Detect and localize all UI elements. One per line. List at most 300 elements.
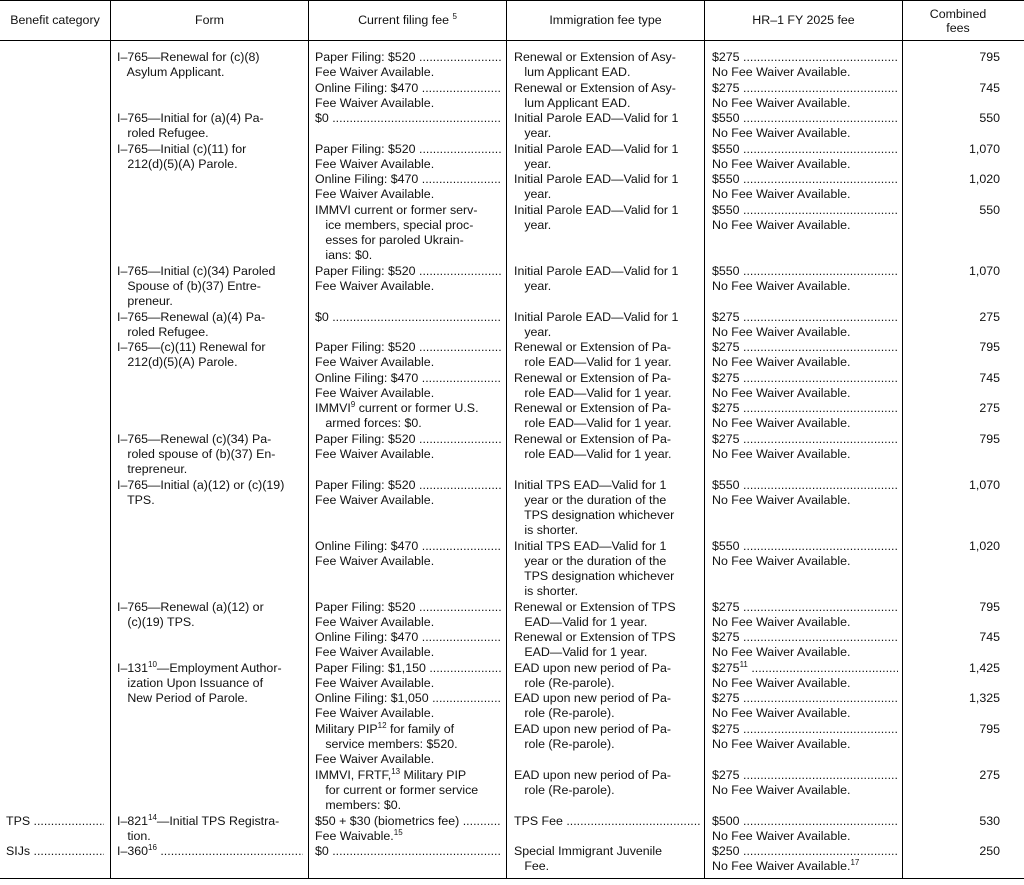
hr1-line: [712, 279, 898, 294]
current-fee-cell: [315, 478, 501, 509]
fee-line: [315, 111, 501, 126]
combined-value: 1,070: [968, 477, 1000, 492]
benefit-category-label: SIJs .....: [6, 844, 104, 859]
combined-value: 795: [979, 50, 1000, 64]
hr1-text: No Fee Waiver Available.: [712, 492, 851, 507]
current-fee-cell: [315, 432, 501, 463]
combined-fee-cell: [908, 661, 1000, 676]
type-line: [514, 508, 700, 523]
form-line: [117, 279, 303, 294]
fee-text: Paper Filing: $520: [315, 340, 416, 354]
fee-text: Online Filing: $470: [315, 172, 419, 186]
fee-text: ians: $0.: [315, 248, 373, 263]
fee-text: Online Filing: $470: [315, 370, 419, 385]
combined-value: 1,325: [968, 691, 1000, 705]
form-line: [117, 691, 303, 706]
hr1-line: [712, 859, 898, 874]
form-line: [117, 126, 303, 141]
form-cell: [117, 661, 303, 707]
type-text: Renewal or Extension of TPS: [514, 630, 676, 644]
hr1-fee-cell: [712, 340, 898, 371]
fee-line: [315, 447, 501, 462]
immigration-fee-type-cell: [514, 142, 700, 173]
hr1-line: [712, 706, 898, 721]
fee-line: [315, 203, 501, 218]
fee-text: Fee Waiver Available.: [315, 492, 435, 507]
hr1-line: [712, 645, 898, 660]
header-current-fee: [309, 13, 506, 27]
type-line: [514, 691, 700, 706]
hr1-text: $550: [712, 111, 740, 125]
type-text: TPS designation whichever: [514, 569, 675, 584]
immigration-fee-type-cell: [514, 371, 700, 402]
hr1-text: No Fee Waiver Available.: [712, 828, 851, 843]
hr1-fee-cell: [712, 814, 898, 845]
current-fee-cell: [315, 691, 501, 722]
hr1-line: [712, 554, 898, 569]
hr1-line: [712, 187, 898, 202]
hr1-line: [712, 539, 898, 554]
hr1-fee-cell: [712, 722, 898, 753]
hr1-fee-cell: [712, 478, 898, 509]
hr1-line: [712, 737, 898, 752]
combined-value: 1,020: [968, 538, 1000, 553]
fee-text: $0: [315, 111, 329, 125]
current-fee-cell: [315, 264, 501, 295]
fee-line: [315, 630, 501, 645]
hr1-text: $550: [712, 538, 740, 553]
immigration-fee-type-cell: [514, 111, 700, 142]
column-divider: [110, 0, 111, 878]
fee-line: [315, 233, 501, 248]
hr1-text: $275: [712, 691, 740, 705]
combined-value: 275: [979, 309, 1000, 324]
combined-fee-cell: [908, 111, 1000, 126]
hr1-fee-cell: [712, 630, 898, 661]
hr1-line: [712, 264, 898, 279]
fee-footnote: 13: [391, 766, 401, 776]
hr1-text: $275: [712, 660, 740, 675]
hr1-line: [712, 478, 898, 493]
hr1-fee-cell: [712, 768, 898, 799]
form-text: Asylum Applicant.: [117, 65, 225, 80]
type-line: [514, 706, 700, 721]
type-text: TPS Fee: [514, 813, 563, 828]
form-line: [117, 294, 303, 309]
fee-line: [315, 554, 501, 569]
fee-text: Fee Waiver Available.: [315, 355, 435, 370]
fee-line: [315, 401, 501, 416]
fee-line: [315, 310, 501, 325]
form-text: I–765—Renewal for (c)(8): [117, 50, 260, 64]
type-text: role (Re-parole).: [514, 675, 615, 690]
fee-text: Fee Waiver Available.: [315, 553, 435, 568]
immigration-fee-type-cell: [514, 691, 700, 722]
hr1-line: [712, 203, 898, 218]
form-text: preneur.: [117, 294, 173, 309]
form-text: I–131: [117, 660, 149, 675]
current-fee-cell: [315, 401, 501, 432]
form-text: roled spouse of (b)(37) En-: [117, 446, 276, 461]
hr1-line: [712, 600, 898, 615]
hr1-fee-cell: [712, 661, 898, 692]
hr1-fee-cell: [712, 844, 898, 875]
combined-value: 550: [979, 111, 1000, 125]
current-fee-cell: [315, 600, 501, 631]
fee-text: current or former U.S.: [358, 401, 479, 415]
fee-line: [315, 432, 501, 447]
form-line: [117, 447, 303, 462]
table-bottom-rule: [0, 878, 1024, 879]
form-text: Spouse of (b)(37) Entre-: [117, 278, 261, 293]
type-text: EAD upon new period of Pa-: [514, 691, 672, 705]
table-top-rule: [0, 0, 1024, 1]
combined-value: 795: [979, 599, 1000, 614]
current-fee-cell: [315, 81, 501, 112]
form-line: [117, 264, 303, 279]
fee-text: Fee Waiver Available.: [315, 752, 435, 767]
type-line: [514, 218, 700, 233]
hr1-text: No Fee Waiver Available.: [712, 645, 851, 660]
hr1-line: [712, 172, 898, 187]
hr1-line: [712, 447, 898, 462]
fee-line: [315, 752, 501, 767]
current-fee-cell: [315, 111, 501, 126]
form-cell: [117, 142, 303, 173]
form-text: I–821: [117, 813, 149, 828]
form-cell: [117, 340, 303, 371]
type-text: Special Immigrant Juvenile: [514, 844, 663, 858]
form-cell: [117, 478, 303, 509]
type-text: role EAD—Valid for 1 year.: [514, 446, 672, 461]
hr1-fee-cell: [712, 142, 898, 173]
type-text: role EAD—Valid for 1 year.: [514, 416, 672, 431]
current-fee-cell: [315, 814, 501, 845]
type-line: [514, 65, 700, 80]
immigration-fee-type-cell: [514, 264, 700, 295]
current-fee-cell: [315, 661, 501, 692]
fee-line: [315, 493, 501, 508]
combined-value: 250: [979, 844, 1000, 858]
type-line: [514, 600, 700, 615]
fee-text: for current or former service: [315, 782, 479, 797]
fee-line: [315, 706, 501, 721]
combined-value: 1,070: [968, 263, 1000, 278]
hr1-fee-cell: [712, 432, 898, 463]
fee-line: [315, 416, 501, 431]
hr1-fee-cell: [712, 539, 898, 570]
hr1-text: No Fee Waiver Available.: [712, 355, 851, 370]
type-line: [514, 523, 700, 538]
type-line: [514, 493, 700, 508]
current-fee-cell: [315, 142, 501, 173]
column-divider: [704, 0, 705, 878]
type-text: role EAD—Valid for 1 year.: [514, 385, 672, 400]
hr1-text: No Fee Waiver Available.: [712, 187, 851, 202]
fee-line: [315, 814, 501, 829]
type-line: [514, 96, 700, 111]
fee-text: $0: [315, 844, 329, 858]
column-divider: [902, 0, 903, 878]
form-text: ization Upon Issuance of: [117, 675, 264, 690]
benefit-category-label: TPS .....: [6, 814, 104, 829]
fee-text: Fee Waiver Available.: [315, 385, 435, 400]
combined-fee-cell: [908, 401, 1000, 416]
fee-text: Fee Waiver Available.: [315, 446, 435, 461]
hr1-line: [712, 142, 898, 157]
type-line: [514, 142, 700, 157]
type-line: [514, 126, 700, 141]
hr1-line: [712, 615, 898, 630]
benefit-category: [6, 814, 104, 829]
type-line: [514, 340, 700, 355]
fee-line: [315, 371, 501, 386]
type-line: [514, 844, 700, 859]
combined-fee-cell: [908, 844, 1000, 859]
hr1-line: [712, 783, 898, 798]
type-line: [514, 81, 700, 96]
combined-value: 795: [979, 431, 1000, 446]
form-line: [117, 829, 303, 844]
type-line: [514, 203, 700, 218]
hr1-text: $275: [712, 50, 740, 64]
header-rule: [0, 40, 1024, 41]
type-text: lum Applicant EAD.: [514, 95, 631, 110]
type-line: [514, 187, 700, 202]
combined-fee-cell: [908, 310, 1000, 325]
fee-text: $50 + $30 (biometrics fee): [315, 813, 460, 828]
benefit-category: [6, 844, 104, 859]
hr1-text: No Fee Waiver Available.: [712, 385, 851, 400]
hr1-text: No Fee Waiver Available.: [712, 446, 851, 461]
fee-line: [315, 676, 501, 691]
hr1-text: No Fee Waiver Available.: [712, 553, 851, 568]
immigration-fee-type-cell: [514, 814, 700, 829]
type-text: EAD upon new period of Pa-: [514, 660, 672, 675]
hr1-text: $550: [712, 263, 740, 278]
form-cell: [117, 600, 303, 631]
form-cell: [117, 310, 303, 341]
type-text: role (Re-parole).: [514, 736, 615, 751]
type-line: [514, 615, 700, 630]
form-line: [117, 493, 303, 508]
form-cell: [117, 111, 303, 142]
immigration-fee-type-cell: [514, 722, 700, 753]
type-text: Renewal or Extension of TPS: [514, 599, 676, 614]
type-line: [514, 569, 700, 584]
type-line: [514, 325, 700, 340]
hr1-text: No Fee Waiver Available.: [712, 156, 851, 171]
immigration-fee-type-cell: [514, 630, 700, 661]
fee-line: [315, 691, 501, 706]
type-text: EAD—Valid for 1 year.: [514, 645, 648, 660]
type-line: [514, 371, 700, 386]
combined-fee-cell: [908, 630, 1000, 645]
header-form: Form: [195, 13, 224, 27]
fee-text: Fee Waiver Available.: [315, 95, 435, 110]
type-line: [514, 416, 700, 431]
combined-value: 795: [979, 340, 1000, 354]
type-text: Initial Parole EAD—Valid for 1: [514, 263, 679, 278]
combined-value: 1,425: [968, 660, 1000, 675]
hr1-fee-cell: [712, 50, 898, 81]
fee-text: Fee Waiver Available.: [315, 65, 435, 80]
combined-fee-cell: [908, 722, 1000, 737]
type-line: [514, 172, 700, 187]
hr1-text: No Fee Waiver Available.: [712, 324, 851, 339]
hr1-line: [712, 416, 898, 431]
fee-text: Paper Filing: $520: [315, 263, 416, 278]
combined-value: 275: [979, 401, 1000, 415]
type-line: [514, 661, 700, 676]
form-line: [117, 844, 303, 859]
fee-line: [315, 81, 501, 96]
fee-line: [315, 340, 501, 355]
hr1-text: No Fee Waiver Available.: [712, 278, 851, 293]
type-line: [514, 722, 700, 737]
form-text: TPS.: [117, 492, 155, 507]
form-text: I–765—Initial (c)(11) for: [117, 141, 247, 156]
type-line: [514, 630, 700, 645]
form-cell: [117, 264, 303, 310]
form-text: roled Refugee.: [117, 126, 209, 141]
combined-value: 745: [979, 370, 1000, 385]
type-text: EAD—Valid for 1 year.: [514, 614, 648, 629]
form-cell: [117, 844, 303, 859]
hr1-text: No Fee Waiver Available.: [712, 706, 851, 721]
current-fee-cell: [315, 203, 501, 264]
header-combined-line-2: fees: [946, 21, 970, 35]
immigration-fee-type-cell: [514, 310, 700, 341]
form-text: New Period of Parole.: [117, 691, 248, 706]
hr1-fee-cell: [712, 310, 898, 341]
fee-line: [315, 661, 501, 676]
fee-text: Paper Filing: $520: [315, 50, 416, 64]
type-text: year.: [514, 187, 552, 202]
type-text: role (Re-parole).: [514, 782, 615, 797]
fee-text: Fee Waiver Available.: [315, 645, 435, 660]
type-text: Initial Parole EAD—Valid for 1: [514, 111, 679, 125]
type-line: [514, 264, 700, 279]
fee-text: Paper Filing: $1,150: [315, 660, 426, 675]
combined-fee-cell: [908, 340, 1000, 355]
form-footnote: 10: [148, 659, 157, 669]
form-text: I–765—Renewal (a)(12) or: [117, 599, 264, 614]
type-text: TPS designation whichever: [514, 508, 675, 523]
hr1-text: $250: [712, 844, 740, 858]
form-line: [117, 676, 303, 691]
fee-text: IMMVI: [315, 401, 351, 415]
form-line: [117, 157, 303, 172]
type-text: year.: [514, 156, 552, 171]
type-text: Renewal or Extension of Asy-: [514, 50, 676, 64]
hr1-line: [712, 768, 898, 783]
hr1-text: $275: [712, 80, 740, 95]
fee-text: Paper Filing: $520: [315, 431, 416, 446]
fee-text: Online Filing: $470: [315, 630, 419, 644]
header-hr1-fee: HR–1 FY 2025 fee: [752, 13, 855, 27]
fee-text: ice members, special proc-: [315, 217, 474, 232]
hr1-line: [712, 386, 898, 401]
current-fee-cell: [315, 768, 501, 814]
form-cell: [117, 814, 303, 845]
type-line: [514, 768, 700, 783]
type-text: is shorter.: [514, 584, 579, 599]
type-line: [514, 478, 700, 493]
form-text: (c)(19) TPS.: [117, 614, 195, 629]
form-text: I–765—Renewal (c)(34) Pa-: [117, 431, 272, 446]
hr1-line: [712, 630, 898, 645]
fee-text: Fee Waiver Available.: [315, 278, 435, 293]
form-text: I–765—Initial (a)(12) or (c)(19): [117, 477, 285, 492]
combined-value: 530: [979, 813, 1000, 828]
immigration-fee-type-cell: [514, 600, 700, 631]
fee-line: [315, 844, 501, 859]
type-text: year.: [514, 126, 552, 141]
combined-fee-cell: [908, 142, 1000, 157]
type-line: [514, 584, 700, 599]
combined-fee-cell: [908, 478, 1000, 493]
form-line: [117, 142, 303, 157]
form-line: [117, 65, 303, 80]
hr1-line: [712, 691, 898, 706]
type-line: [514, 355, 700, 370]
type-line: [514, 814, 700, 829]
hr1-text: $500: [712, 813, 740, 828]
combined-fee-cell: [908, 600, 1000, 615]
hr1-line: [712, 81, 898, 96]
hr1-line: [712, 355, 898, 370]
fee-line: [315, 96, 501, 111]
type-line: [514, 554, 700, 569]
hr1-line: [712, 661, 898, 676]
hr1-line: [712, 844, 898, 859]
hr1-line: [712, 325, 898, 340]
current-fee-cell: [315, 844, 501, 859]
type-text: Initial Parole EAD—Valid for 1: [514, 309, 679, 324]
form-text: roled Refugee.: [117, 324, 209, 339]
form-text: —Initial TPS Registra-: [156, 813, 280, 828]
hr1-fee-cell: [712, 264, 898, 295]
type-line: [514, 447, 700, 462]
hr1-line: [712, 126, 898, 141]
combined-fee-cell: [908, 50, 1000, 65]
fee-text: Military PIP: [315, 721, 378, 736]
fee-text: armed forces: $0.: [315, 416, 422, 431]
header-benefit-category: Benefit category: [10, 13, 100, 27]
type-text: lum Applicant EAD.: [514, 65, 631, 80]
hr1-text: No Fee Waiver Available.: [712, 736, 851, 751]
hr1-text: No Fee Waiver Available.: [712, 126, 851, 141]
current-fee-cell: [315, 630, 501, 661]
type-text: EAD upon new period of Pa-: [514, 767, 672, 782]
fee-text: Fee Waiver Available.: [315, 614, 435, 629]
form-line: [117, 310, 303, 325]
type-line: [514, 279, 700, 294]
hr1-line: [712, 65, 898, 80]
hr1-fee-cell: [712, 111, 898, 142]
fee-text: Military PIP: [403, 767, 467, 782]
immigration-fee-type-cell: [514, 340, 700, 371]
form-cell: [117, 432, 303, 478]
type-line: [514, 111, 700, 126]
form-text: I–765—Renewal (a)(4) Pa-: [117, 309, 266, 324]
hr1-text: $550: [712, 141, 740, 156]
fee-line: [315, 248, 501, 263]
hr1-fee-cell: [712, 172, 898, 203]
immigration-fee-type-cell: [514, 203, 700, 234]
fee-line: [315, 615, 501, 630]
